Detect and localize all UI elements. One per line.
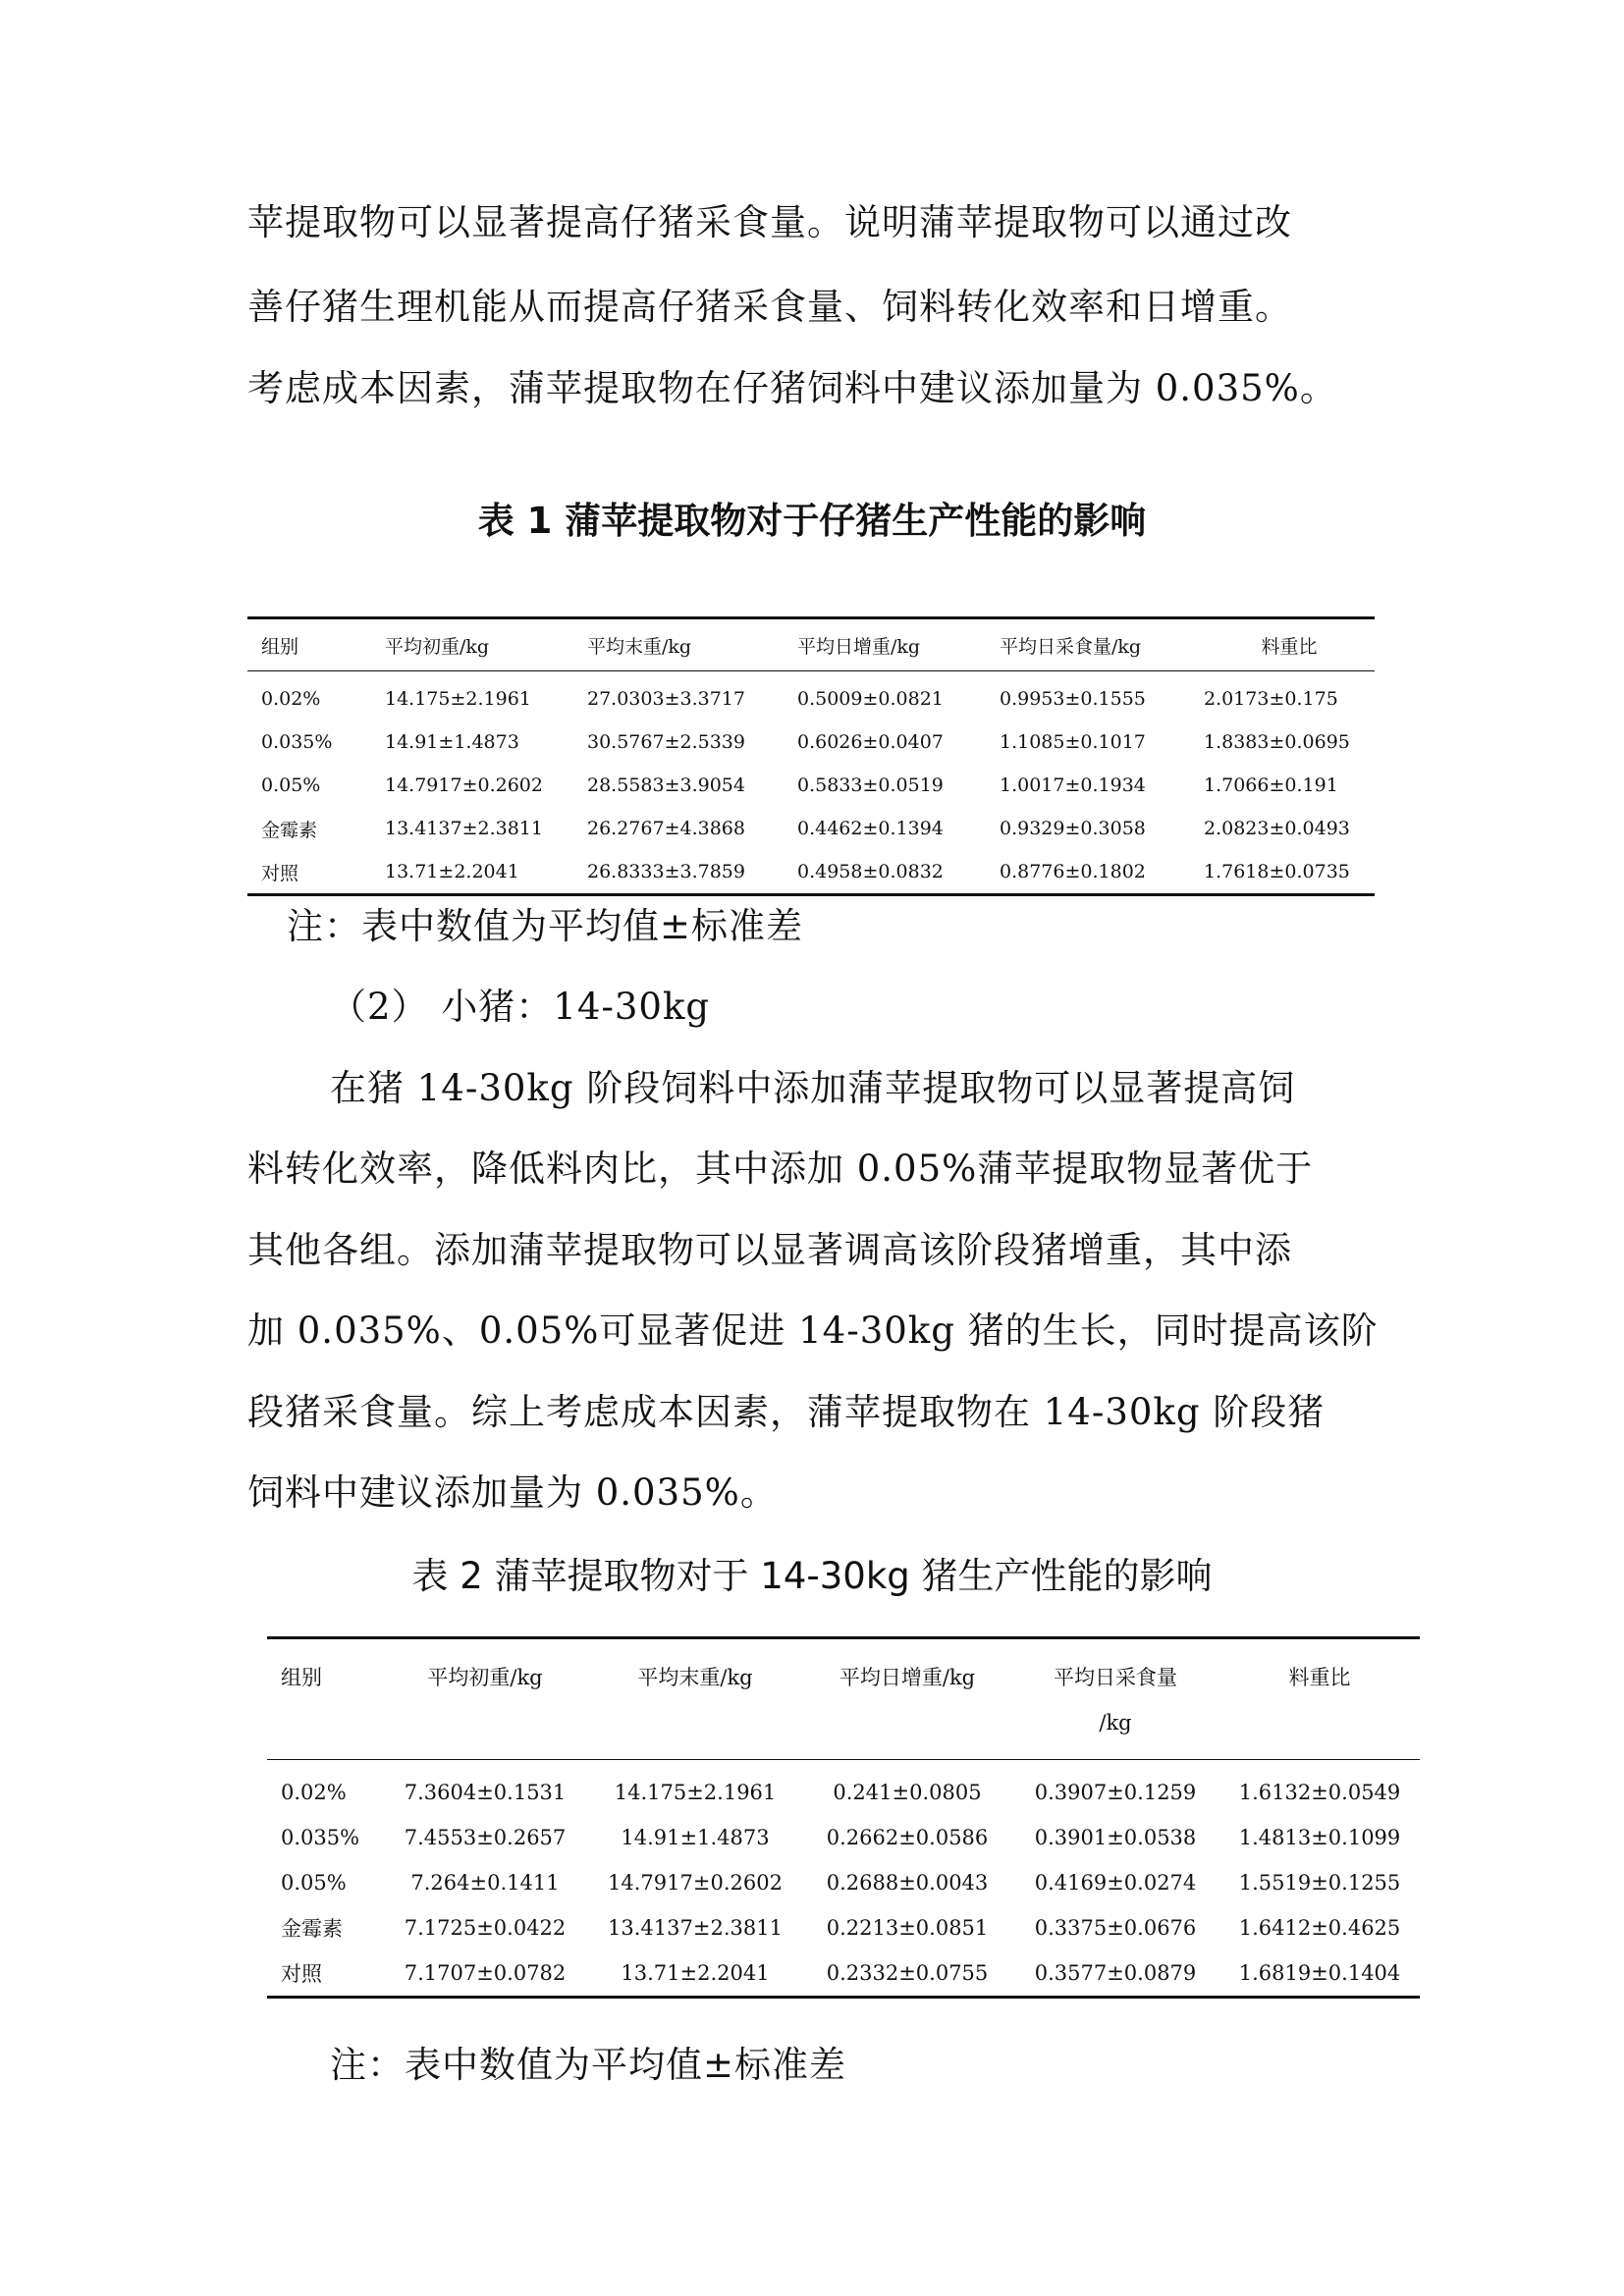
table1-header-daily-intake: 平均日采食量/kg xyxy=(1000,618,1204,671)
paragraph-line: 考虑成本因素，蒲苹提取物在仔猪饲料中建议添加量为 0.035%。 xyxy=(247,367,1337,409)
table1-header-final-weight: 平均末重/kg xyxy=(587,618,797,671)
paragraph-line: 段猪采食量。综上考虑成本因素，蒲苹提取物在 14-30kg 阶段猪 xyxy=(247,1391,1326,1433)
table-cell: 2.0823±0.0493 xyxy=(1204,818,1350,839)
table-row xyxy=(267,1760,1420,1816)
table1-header-feed-ratio: 料重比 xyxy=(1204,618,1375,671)
table-cell: 7.1725±0.0422 xyxy=(404,1916,567,1940)
table-cell: 0.2688±0.0043 xyxy=(826,1871,989,1895)
table2-header-feed-ratio: 料重比 xyxy=(1219,1638,1420,1760)
table-cell: 0.035% xyxy=(281,1826,360,1849)
table-cell: 0.2332±0.0755 xyxy=(826,1961,989,1985)
table2-header-daily-intake xyxy=(1011,1638,1219,1760)
table-cell: 1.7618±0.0735 xyxy=(1204,861,1350,882)
paragraph-line: 加 0.035%、0.05%可显著促进 14-30kg 猪的生长，同时提高该阶 xyxy=(247,1309,1379,1352)
table-row xyxy=(267,1950,1420,1998)
paragraph-line: 善仔猪生理机能从而提高仔猪采食量、饲料转化效率和日增重。 xyxy=(247,286,1292,328)
table1-header-group: 组别 xyxy=(247,618,385,671)
table-cell: 13.4137±2.3811 xyxy=(608,1916,783,1940)
table-cell: 13.71±2.2041 xyxy=(385,861,519,882)
table-cell: 14.7917±0.2602 xyxy=(385,774,543,796)
table-cell: 0.4462±0.1394 xyxy=(797,818,944,839)
table-cell: 0.3901±0.0538 xyxy=(1034,1826,1197,1849)
table-cell: 0.4169±0.0274 xyxy=(1034,1871,1197,1895)
table2-header-daily-intake-line2: /kg xyxy=(1099,1711,1132,1735)
table-cell: 13.4137±2.3811 xyxy=(385,818,543,839)
table-row xyxy=(247,671,1375,721)
table-cell: 1.0017±0.1934 xyxy=(1000,774,1146,796)
table-cell: 14.7917±0.2602 xyxy=(608,1871,783,1895)
table-cell: 1.4813±0.1099 xyxy=(1238,1826,1401,1849)
table1 xyxy=(247,616,1375,896)
table2-caption: 表 2 蒲苹提取物对于 14-30kg 猪生产性能的影响 xyxy=(411,1555,1213,1597)
table-cell: 0.5009±0.0821 xyxy=(797,688,944,710)
table-cell: 1.6412±0.4625 xyxy=(1238,1916,1401,1940)
table2-note: 注：表中数值为平均值±标准差 xyxy=(330,2044,847,2086)
table-cell: 30.5767±2.5339 xyxy=(587,731,745,753)
table1-caption: 表 1 蒲苹提取物对于仔猪生产性能的影响 xyxy=(477,500,1147,542)
table-row xyxy=(247,721,1375,764)
table1-header-initial-weight: 平均初重/kg xyxy=(385,618,587,671)
table2 xyxy=(267,1636,1420,1999)
table-cell: 14.91±1.4873 xyxy=(621,1826,770,1849)
table-cell: 13.71±2.2041 xyxy=(621,1961,770,1985)
table1-note: 注：表中数值为平均值±标准差 xyxy=(287,905,804,947)
table-cell: 1.6819±0.1404 xyxy=(1238,1961,1401,1985)
table-cell: 对照 xyxy=(261,862,299,884)
table-cell: 1.6132±0.0549 xyxy=(1238,1781,1401,1804)
table-cell: 金霉素 xyxy=(281,1917,343,1941)
table-cell: 0.3907±0.1259 xyxy=(1034,1781,1197,1804)
table-cell: 0.241±0.0805 xyxy=(833,1781,982,1804)
paragraph-line: 在猪 14-30kg 阶段饲料中添加蒲苹提取物可以显著提高饲 xyxy=(330,1067,1296,1109)
table-cell: 0.035% xyxy=(261,731,333,753)
table-cell: 0.9329±0.3058 xyxy=(1000,818,1146,839)
paragraph-line: 料转化效率，降低料肉比，其中添加 0.05%蒲苹提取物显著优于 xyxy=(247,1148,1314,1190)
table-cell: 0.2662±0.0586 xyxy=(826,1826,989,1849)
table-cell: 0.9953±0.1555 xyxy=(1000,688,1146,710)
table-row xyxy=(267,1905,1420,1950)
table-cell: 27.0303±3.3717 xyxy=(587,688,745,710)
table-cell: 1.1085±0.1017 xyxy=(1000,731,1146,753)
table-cell: 0.05% xyxy=(281,1871,347,1895)
table-cell: 0.2213±0.0851 xyxy=(826,1916,989,1940)
table-cell: 7.1707±0.0782 xyxy=(404,1961,567,1985)
table-row xyxy=(267,1815,1420,1860)
table-cell: 0.3375±0.0676 xyxy=(1034,1916,1197,1940)
table-row xyxy=(267,1860,1420,1905)
table-cell: 1.5519±0.1255 xyxy=(1238,1871,1401,1895)
table-row xyxy=(247,850,1375,895)
table-cell: 0.5833±0.0519 xyxy=(797,774,944,796)
paragraph-line: 苹提取物可以显著提高仔猪采食量。说明蒲苹提取物可以通过改 xyxy=(247,201,1292,243)
table-cell: 26.2767±4.3868 xyxy=(587,818,745,839)
table-cell: 0.8776±0.1802 xyxy=(1000,861,1146,882)
table1-header-row xyxy=(247,618,1375,671)
table-row xyxy=(247,807,1375,850)
table-cell: 14.175±2.1961 xyxy=(385,688,531,710)
table-cell: 14.91±1.4873 xyxy=(385,731,519,753)
table2-header-initial-weight: 平均初重/kg xyxy=(383,1638,587,1760)
table-cell: 14.175±2.1961 xyxy=(614,1781,777,1804)
table2-header-daily-gain: 平均日增重/kg xyxy=(803,1638,1011,1760)
table-cell: 0.4958±0.0832 xyxy=(797,861,944,882)
table-cell: 7.264±0.1411 xyxy=(410,1871,560,1895)
section-heading: （2） 小猪：14-30kg xyxy=(330,986,711,1028)
table-cell: 0.05% xyxy=(261,774,321,796)
table-cell: 0.02% xyxy=(281,1781,347,1804)
table-cell: 7.4553±0.2657 xyxy=(404,1826,567,1849)
table-cell: 0.3577±0.0879 xyxy=(1034,1961,1197,1985)
table1-header-daily-gain: 平均日增重/kg xyxy=(797,618,1000,671)
table-cell: 0.02% xyxy=(261,688,321,710)
table-row xyxy=(247,764,1375,807)
paragraph-line: 饲料中建议添加量为 0.035%。 xyxy=(247,1471,778,1514)
table2-header-row xyxy=(267,1638,1420,1760)
table-cell: 1.8383±0.0695 xyxy=(1204,731,1350,753)
table2-header-group: 组别 xyxy=(267,1638,383,1760)
table-cell: 金霉素 xyxy=(261,819,318,841)
table2-header-final-weight: 平均末重/kg xyxy=(587,1638,803,1760)
table-cell: 26.8333±3.7859 xyxy=(587,861,745,882)
table-cell: 0.6026±0.0407 xyxy=(797,731,944,753)
table-cell: 1.7066±0.191 xyxy=(1204,774,1338,796)
table2-header-daily-intake-line1: 平均日采食量 xyxy=(1054,1666,1177,1689)
paragraph-line: 其他各组。添加蒲苹提取物可以显著调高该阶段猪增重，其中添 xyxy=(247,1229,1292,1271)
table-cell: 2.0173±0.175 xyxy=(1204,688,1338,710)
table-cell: 对照 xyxy=(281,1962,322,1986)
table-cell: 7.3604±0.1531 xyxy=(404,1781,567,1804)
table-cell: 28.5583±3.9054 xyxy=(587,774,745,796)
